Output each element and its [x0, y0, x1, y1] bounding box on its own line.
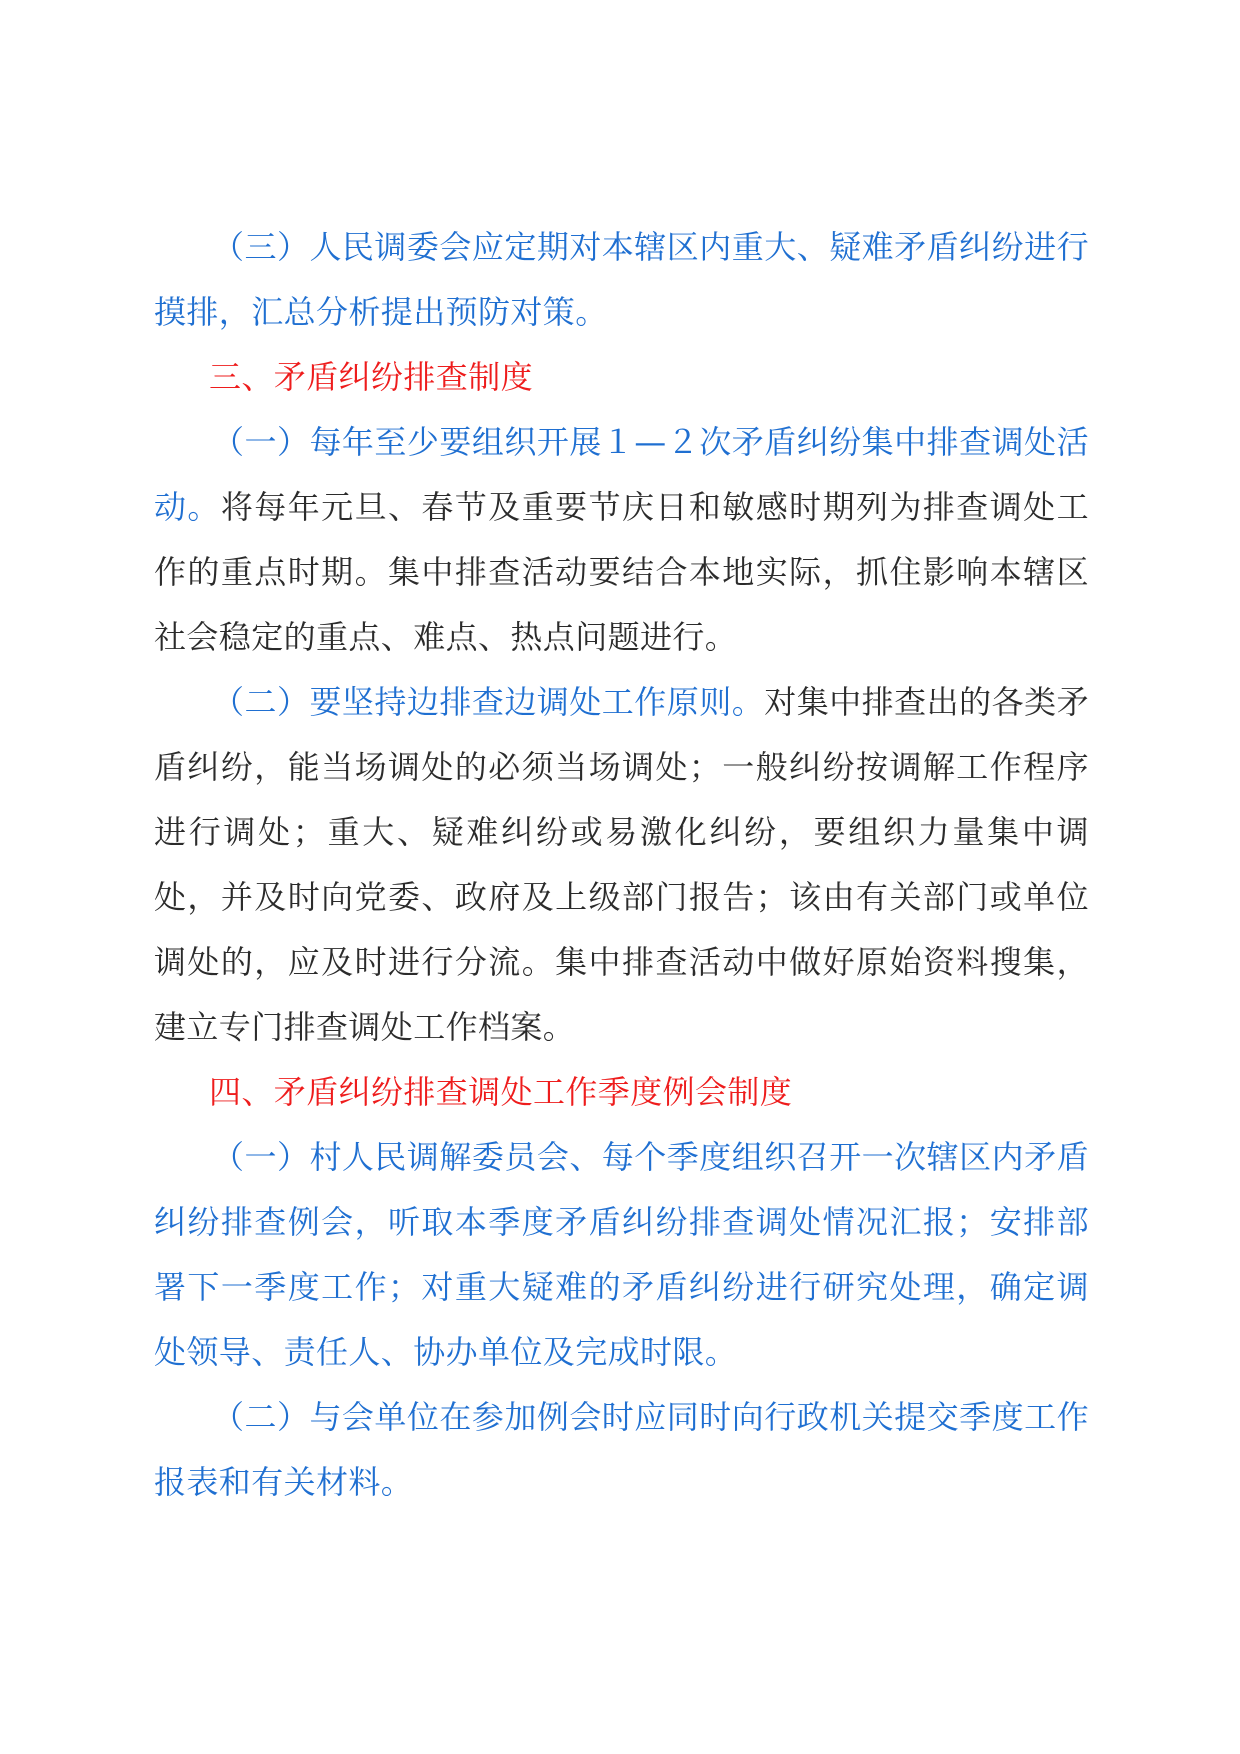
document-body: [154, 215, 1089, 1515]
paragraph-text: （二）与会单位在参加例会时应同时向行政机关提交季度工作报表和有关材料。: [154, 1398, 1089, 1501]
paragraph-body-text: 将每年元旦、春节及重要节庆日和敏感时期列为排查调处工作的重点时期。集中排查活动要结合本地实际，抓住影响本辖区社会稳定的重点、难点、热点问题进行。: [154, 488, 1089, 656]
paragraph-section-3-item-2: [154, 670, 1089, 1060]
paragraph-highlight-text: （二）要坚持边排查边调处工作原则。: [212, 683, 765, 721]
paragraph-text: （一）村人民调解委员会、每个季度组织召开一次辖区内矛盾纠纷排查例会，听取本季度矛盾纠纷排查调处情况汇报；安排部署下一季度工作；对重大疑难的矛盾纠纷进行研究处理，确定调处领导、责任人、协办单位及完成时限。: [154, 1138, 1089, 1371]
section-heading-3: 三、矛盾纠纷排查制度: [209, 358, 534, 396]
paragraph-section-3-item-1: [154, 410, 1089, 670]
section-heading-4: 四、矛盾纠纷排查调处工作季度例会制度: [209, 1073, 793, 1111]
paragraph-section-2-item-3: [154, 215, 1089, 345]
paragraph-body-text: 对集中排查出的各类矛盾纠纷，能当场调处的必须当场调处；一般纠纷按调解工作程序进行调处；重大、疑难纠纷或易激化纠纷，要组织力量集中调处，并及时向党委、政府及上级部门报告；该由有关部门或单位调处的，应及时进行分流。集中排查活动中做好原始资料搜集，建立专门排查调处工作档案。: [154, 683, 1089, 1046]
paragraph-section-4-item-2: [154, 1385, 1089, 1515]
paragraph-text: （三）人民调委会应定期对本辖区内重大、疑难矛盾纠纷进行摸排，汇总分析提出预防对策。: [154, 228, 1089, 331]
paragraph-section-4-item-1: [154, 1125, 1089, 1385]
paragraph-highlight-text: （一）每年至少要组织开展１—２次矛盾纠纷集中排查调处活动。: [154, 423, 1089, 526]
